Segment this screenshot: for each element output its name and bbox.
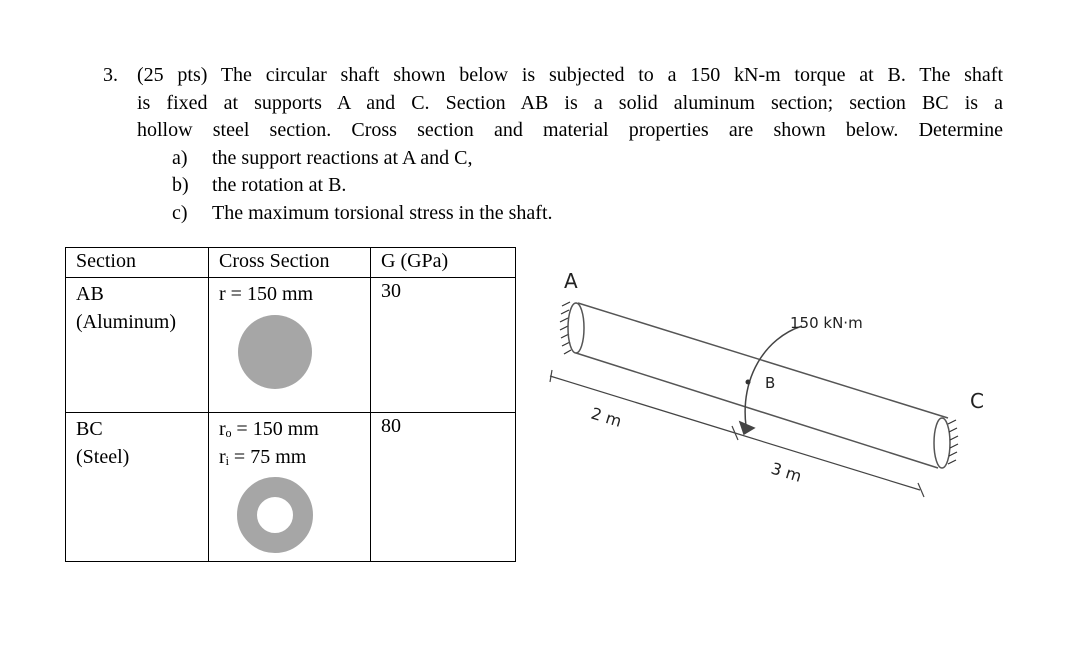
- part-b: [172, 172, 553, 200]
- part-c: [172, 200, 553, 228]
- g-cell: 30: [371, 278, 516, 413]
- section-name: AB: [76, 283, 104, 305]
- header-cross-section: Cross Section: [209, 248, 371, 278]
- label-b: B: [765, 374, 776, 392]
- section-material: (Aluminum): [76, 311, 176, 333]
- section-cell: [66, 278, 209, 413]
- hollow-circle-icon: [235, 475, 315, 555]
- header-g: G (GPa): [371, 248, 516, 278]
- torque-label: 150 kN·m: [790, 314, 863, 332]
- header-section: Section: [66, 248, 209, 278]
- section-material: (Steel): [76, 446, 130, 468]
- dimension: r = 150 mm: [219, 283, 314, 305]
- support-a-hatch: [560, 302, 571, 354]
- cross-section-cell: [209, 278, 371, 413]
- part-label: c): [172, 201, 188, 224]
- part-label: b): [172, 174, 189, 196]
- problem-text: [137, 62, 1003, 145]
- dimension: rₒ = 150 mm: [219, 418, 319, 440]
- section-cell: [66, 413, 209, 562]
- point-b-marker: [746, 380, 751, 385]
- length-ab-label: 2 m: [588, 403, 624, 431]
- length-bc-label: 3 m: [768, 458, 804, 486]
- shaft-body: [568, 303, 950, 468]
- problem-line: hollow steel section. Cross section and material properties are shown below. Determine: [137, 119, 1003, 141]
- shaft-sketch-drawing: [540, 258, 990, 528]
- table-row: [66, 278, 516, 413]
- shaft-sketch: [540, 258, 990, 528]
- part-label: a): [172, 146, 188, 169]
- label-a: A: [564, 269, 578, 293]
- problem-line: (25 pts) The circular shaft shown below is subjected to a 150 kN-m torque at B. The shaft: [137, 64, 1003, 86]
- problem-number: 3.: [103, 64, 118, 86]
- label-c: C: [970, 389, 984, 413]
- dimension: rᵢ = 75 mm: [219, 446, 307, 468]
- solid-circle-icon: [235, 312, 315, 392]
- table-row: [66, 413, 516, 562]
- g-cell: 80: [371, 413, 516, 562]
- part-text: the rotation at B.: [212, 174, 347, 196]
- dimension-lines: [550, 370, 924, 497]
- properties-table: [65, 247, 516, 562]
- problem-line: is fixed at supports A and C. Section AB is a solid aluminum section; section BC is a: [137, 91, 1003, 114]
- part-a: [172, 145, 553, 173]
- part-text: the support reactions at A and C,: [212, 146, 473, 169]
- section-name: BC: [76, 418, 103, 440]
- table-header-row: [66, 248, 516, 278]
- part-text: The maximum torsional stress in the shaft.: [212, 201, 553, 224]
- cross-section-cell: [209, 413, 371, 562]
- problem-parts: [172, 145, 553, 228]
